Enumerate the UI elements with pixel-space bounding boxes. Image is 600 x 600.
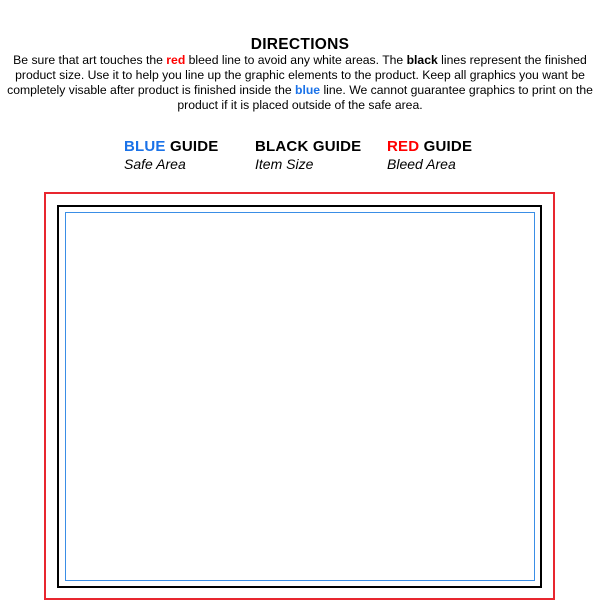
directions-title: DIRECTIONS xyxy=(250,36,350,53)
blue-guide-suffix: GUIDE xyxy=(165,138,219,155)
keyword-blue: blue xyxy=(295,83,321,97)
directions-text-part-2: bleed line to avoid any white areas. The xyxy=(185,53,407,67)
keyword-red: red xyxy=(166,53,186,67)
keyword-black: black xyxy=(406,53,438,67)
red-guide-subtitle: Bleed Area xyxy=(387,156,456,172)
blue-guide-title xyxy=(124,138,219,156)
black-guide-subtitle: Item Size xyxy=(255,156,314,172)
black-guide-legend xyxy=(255,138,361,173)
red-guide-legend xyxy=(387,138,472,173)
blue-guide-legend xyxy=(124,138,219,173)
red-guide-title xyxy=(387,138,472,156)
blue-guide-color-word: BLUE xyxy=(124,138,166,155)
red-guide-color-word: RED xyxy=(387,138,420,155)
directions-text-part-4: line. We cannot guarantee graphics to print on the product if it is placed outside of the safe area. xyxy=(177,83,593,112)
red-guide-suffix: GUIDE xyxy=(419,138,473,155)
blue-guide-subtitle: Safe Area xyxy=(124,156,186,172)
directions-text-part-3: lines represent the finished product size. Use it to help you line up the graphic elements to the product. Keep all graphics you want be completely visable after product is finished inside the xyxy=(7,53,587,97)
directions-text-part-1: Be sure that art touches the xyxy=(13,53,167,67)
safe-area-guide xyxy=(65,212,535,581)
black-guide-title: BLACK GUIDE xyxy=(255,138,362,155)
directions-text xyxy=(6,53,594,113)
